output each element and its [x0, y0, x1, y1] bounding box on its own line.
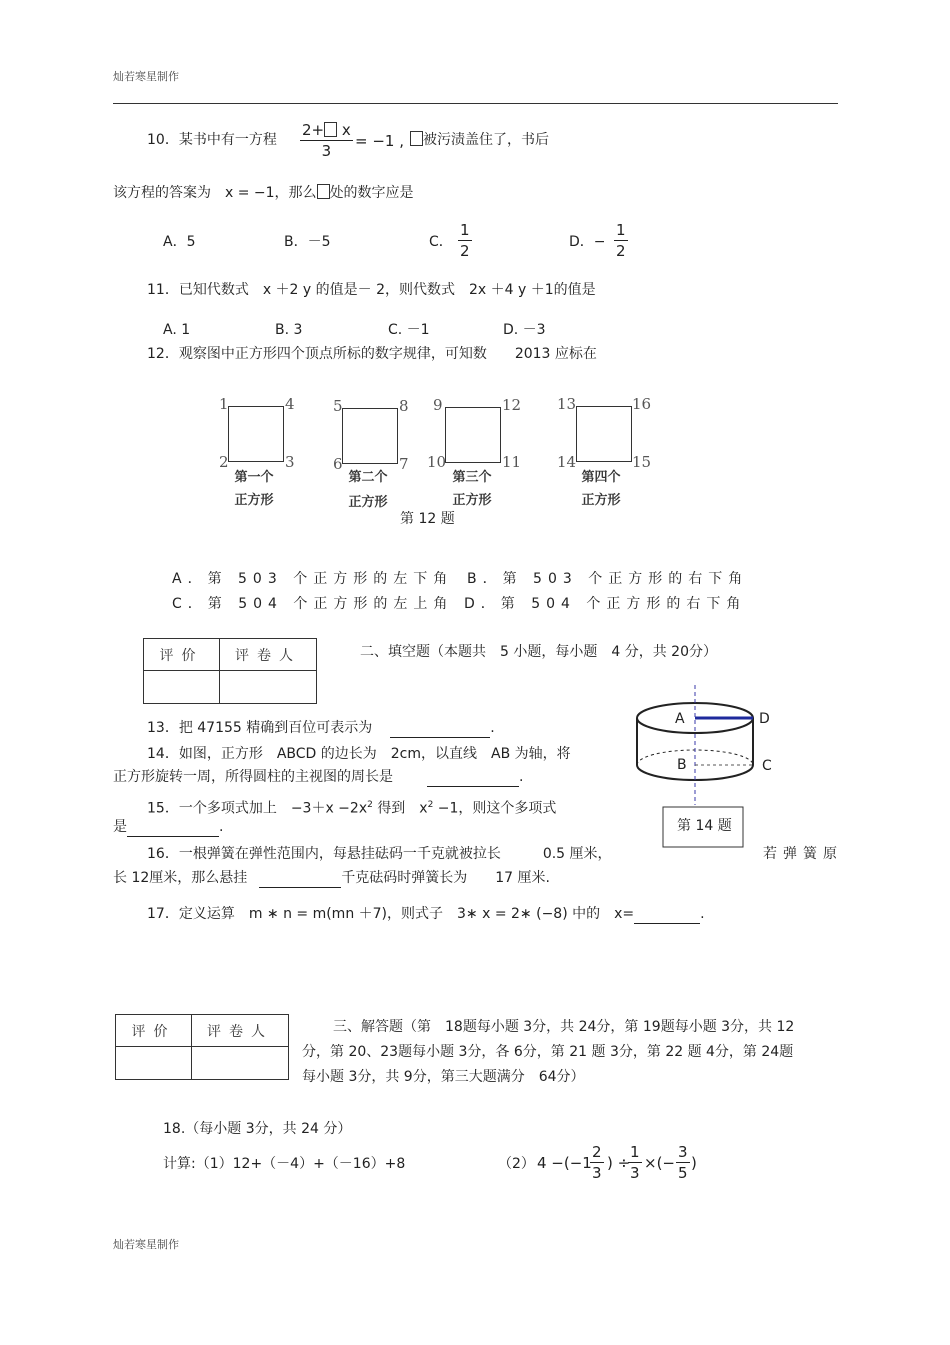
section3-line3: 每小题 3分，共 9分，第三大题满分 64分）: [302, 1069, 585, 1085]
square-2-tl: 5: [333, 397, 343, 415]
q11-option-c: C. －1: [388, 322, 430, 338]
q10-eq-rhs: = −1 ,: [355, 132, 404, 150]
square-3-tl: 9: [433, 396, 443, 414]
square-2-caption-1: 第二个: [348, 470, 388, 485]
q12-option-d: D．第 504 个正方形的右下角: [464, 596, 747, 612]
q10-option-b: B．－5: [284, 234, 331, 250]
square-4-bl: 14: [557, 453, 577, 471]
square-4: [576, 406, 632, 462]
score-table-section3: [115, 1014, 289, 1080]
square-2: [342, 408, 398, 464]
q15-line1: 15．一个多项式加上 $-3+x -2x^2$ 得到 $x^2 -1$，则这个多项式: [147, 800, 557, 817]
q14-label-c: C: [762, 758, 772, 774]
square-1-caption-1: 第一个: [234, 470, 274, 485]
square-3-bl: 10: [427, 453, 447, 471]
q18-part2-a: 4 −(−1: [537, 1154, 592, 1172]
q18-part2-d: ): [691, 1154, 697, 1172]
square-4-tl: 13: [557, 395, 577, 413]
q18-heading: 18.（每小题 3分，共 24 分）: [163, 1121, 352, 1137]
score-cell[interactable]: [116, 1047, 192, 1080]
square-1-bl: 2: [219, 453, 229, 471]
footer-maker: 灿若寒星制作: [113, 1238, 179, 1251]
q10-line1-pre: 10．某书中有一方程: [147, 132, 277, 148]
q18-part2-c: ×(−: [644, 1154, 675, 1172]
q18-fraction-2: $\frac{1}{3}$: [630, 1143, 640, 1182]
q11-stem: 11．已知代数式 x ＋2 y 的值是－ 2，则代数式 2x ＋4 y ＋1的值是: [147, 282, 596, 298]
q14-line2: 正方形旋转一周，所得圆柱的主视图的周长是 .: [113, 769, 524, 785]
square-4-caption-1: 第四个: [581, 470, 621, 485]
q11-option-a: A. 1: [163, 322, 191, 338]
square-1-br: 3: [285, 453, 295, 471]
q14-label-b: B: [677, 757, 687, 773]
square-3-tr: 12: [502, 396, 522, 414]
grader-cell[interactable]: [192, 1047, 289, 1080]
header-rule: [113, 103, 838, 104]
square-2-br: 7: [399, 455, 409, 473]
q14-figure-caption: 第 14 题: [677, 818, 732, 834]
q14-answer-blank[interactable]: [427, 768, 519, 787]
square-1-tr: 4: [285, 395, 295, 413]
q10-option-d-label: D．−: [569, 234, 606, 250]
square-3: [445, 407, 501, 463]
square-4-tr: 16: [632, 395, 652, 413]
q14-line1: 14．如图，正方形 ABCD 的边长为 2cm，以直线 AB 为轴，将: [147, 746, 571, 762]
stain-box-icon: [317, 184, 330, 199]
q16-line1-a: 16．一根弹簧在弹性范围内，每悬挂砝码一千克就被拉长 0.5 厘米，: [147, 846, 612, 862]
q12-stem: 12．观察图中正方形四个顶点所标的数字规律，可知数 2013 应标在: [147, 346, 597, 362]
score-table-col1: 评价: [144, 639, 220, 671]
q18-part2-label: （2）: [498, 1156, 535, 1172]
q11-option-b: B. 3: [275, 322, 303, 338]
stain-box-icon: [324, 122, 337, 137]
q16-line1-b: 若弹簧原: [763, 846, 843, 862]
section3-line1: 三、解答题（第 18题每小题 3分，共 24分，第 19题每小题 3分，共 12: [333, 1019, 795, 1035]
square-2-caption-2: 正方形: [348, 495, 388, 510]
q12-option-a: A．第 503 个正方形的左下角: [172, 571, 454, 587]
q13-text: 13．把 47155 精确到百位可表示为 .: [147, 720, 495, 736]
q16-line2: 长 12厘米，那么悬挂 千克砝码时弹簧长为 17 厘米.: [113, 870, 550, 886]
q18-part1: 计算:（1）12+（－4）+（－16）+8: [163, 1156, 406, 1172]
q10-option-c-fraction: $\frac{1}{2}$: [460, 221, 470, 260]
square-4-caption-2: 正方形: [581, 493, 621, 508]
q10-option-a: A．5: [163, 234, 196, 250]
q18-fraction-1: $\frac{2}{3}$: [592, 1143, 602, 1182]
q10-line2: 该方程的答案为 x = −1，那么 处的数字应是: [113, 185, 414, 201]
grader-cell[interactable]: [220, 671, 317, 704]
q17-answer-blank[interactable]: [634, 905, 700, 924]
section2-title: 二、填空题（本题共 5 小题，每小题 4 分，共 20分）: [360, 644, 717, 660]
q10-equation-fraction: $\frac{2+ x}{3}$: [302, 121, 351, 160]
square-1-caption-2: 正方形: [234, 493, 274, 508]
square-3-caption-1: 第三个: [452, 470, 492, 485]
score-table-col2: 评卷人: [220, 639, 317, 671]
score-cell[interactable]: [144, 671, 220, 704]
square-3-br: 11: [502, 453, 522, 471]
q18-part2-b: ) ÷: [607, 1154, 631, 1172]
q12-option-c: C．第 504 个正方形的左上角: [172, 596, 454, 612]
square-2-tr: 8: [399, 397, 409, 415]
square-4-br: 15: [632, 453, 652, 471]
q10-line1-post: 被污渍盖住了，书后: [410, 131, 549, 149]
q14-label-d: D: [759, 711, 770, 727]
score-table-col2: 评卷人: [192, 1015, 289, 1047]
q12-figure-caption: 第 12 题: [400, 511, 455, 527]
q16-answer-blank[interactable]: [259, 869, 341, 888]
q18-fraction-3: $\frac{3}{5}$: [678, 1143, 688, 1182]
square-2-bl: 6: [333, 455, 343, 473]
q10-option-c-label: C．: [429, 234, 453, 250]
section3-line2: 分，第 20、23题每小题 3分，各 6分，第 21 题 3分，第 22 题 4分，第 24题: [302, 1044, 794, 1060]
q12-option-b: B．第 503 个正方形的右下角: [467, 571, 749, 587]
q15-answer-blank[interactable]: [127, 818, 219, 837]
q15-line2: 是 .: [113, 819, 224, 835]
score-table-section2: [143, 638, 317, 704]
q10-option-d-fraction: $\frac{1}{2}$: [616, 221, 626, 260]
q14-label-a: A: [675, 711, 685, 727]
square-3-caption-2: 正方形: [452, 493, 492, 508]
q13-answer-blank[interactable]: [390, 719, 490, 738]
stain-box-icon: [410, 131, 423, 146]
q11-option-d: D. －3: [503, 322, 546, 338]
q17-text: 17．定义运算 m ∗ n = m(mn ＋7)，则式子 3∗ x = 2∗ (−8) 中的 x= .: [147, 906, 705, 922]
square-1: [228, 406, 284, 462]
score-table-col1: 评价: [116, 1015, 192, 1047]
header-maker: 灿若寒星制作: [113, 70, 179, 83]
square-1-tl: 1: [219, 395, 229, 413]
